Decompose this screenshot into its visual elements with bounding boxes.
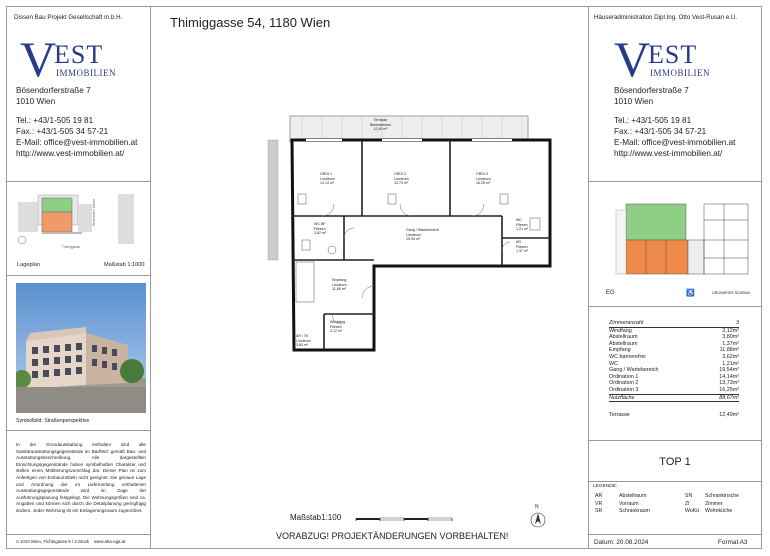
- site-plan-street-label: Thimiggasse: [62, 245, 81, 249]
- room-label: WC Fliesen 1,21 m²: [516, 218, 529, 232]
- left-separator-1: [6, 181, 150, 182]
- right-separator-3: [588, 440, 762, 441]
- area-header: Zimmeranzahl 3: [609, 320, 739, 326]
- email-link[interactable]: E-Mail: office@vest-immobilien.at: [16, 138, 138, 147]
- legend-row: VR Vorraum ZI Zimmer: [595, 500, 723, 507]
- logo-immobilien: IMMOBILIEN: [56, 68, 116, 78]
- room-label: Terrasse Betonsteinen 12,49 m²: [370, 118, 391, 132]
- area-row: Ordination 1 14,14m²: [609, 373, 739, 380]
- room-label: WC BF Fliesen 3,62 m²: [314, 222, 327, 236]
- logo-est: EST: [54, 40, 104, 69]
- right-separator-4: [588, 481, 762, 482]
- logo-immobilien: IMMOBILIEN: [650, 68, 710, 78]
- legend: [595, 493, 755, 516]
- terrace-row: Terrasse 12,49m²: [609, 412, 739, 419]
- scale-tick: 1: [379, 518, 381, 522]
- phone: Tel.: +43/1-505 19 81: [614, 116, 692, 125]
- site-plan-side-street-label: Weinhauser Gasse: [92, 198, 96, 226]
- area-row: WC barrierefrei 3,62m²: [609, 353, 739, 360]
- logo-v: V: [20, 31, 57, 87]
- area-row: Ordination 3 16,25m²: [609, 386, 739, 393]
- room-label: Gang / Wartebereich Linoleum 19,54 m²: [406, 228, 440, 242]
- scale-tick: 3: [427, 518, 429, 522]
- wheelchair-icon: ♿: [686, 290, 695, 297]
- room-label: AR Fliesen 1,37 m²: [516, 240, 529, 254]
- scale-label: Maßstab1:100: [290, 513, 342, 522]
- area-row: Ordination 2 13,73m²: [609, 380, 739, 387]
- left-separator-3: [6, 430, 150, 431]
- room-label: Windfang Fliesen 3,12 m²: [330, 320, 346, 334]
- room-label: ORDI 3 Linoleum 16,25 m²: [476, 172, 491, 186]
- web-link[interactable]: http://www.vest-immobilien.at/: [16, 149, 125, 158]
- left-separator-2: [6, 275, 150, 276]
- site-plan-label: Lageplan: [17, 262, 41, 268]
- right-address: [614, 85, 735, 159]
- web-link[interactable]: http://www.vest-immobilien.at/: [614, 149, 723, 158]
- area-row: Empfang 11,88m²: [609, 347, 739, 354]
- right-separator-1: [588, 181, 762, 182]
- area-row: Gang / Wartebereich 19,54m²: [609, 367, 739, 374]
- right-separator-2: [588, 306, 762, 307]
- area-row: WC 1,21m²: [609, 360, 739, 367]
- floor-plan: [262, 110, 562, 380]
- right-company: Häuseradministration Dipl.Ing. Otto Vest-Rusan e.U.: [594, 14, 738, 21]
- floor-label: EG: [606, 290, 615, 296]
- disclaimer-text: In der Grundausstattung enthalten sind alle Sanitärausstattungsgegenstände im Bad/WC gemäß Bau- und Ausstattungsbeschreibung. Alle dargestellten Einrichtungsgegenstände haben symbolhaften Charakter und stellen einen Möblierungsvorschlag dar. Dieser Plan ist zum Anfertigen von Einbaumöbeln nicht geeignet. Die genaue Lage und Anordnung der im Lieferumfang enthaltenen Ausstattungsgegenstände wird im Zuge der Ausführungsplanung festgelegt. Die Wohnungsgrößen sind ca. Angaben und können sich durch die Detailplanung geringfügig ändern. Jeder Wohnung ist ein Einlagerungsraum zugeordnet.: [16, 442, 146, 513]
- left-divider: [150, 6, 151, 549]
- scale-tick: 0: [355, 518, 357, 522]
- area-total-row: Nutzfläche 88,67m²: [609, 394, 739, 401]
- logo-est: EST: [648, 40, 698, 69]
- scale-tick: 4: [451, 518, 453, 522]
- right-separator-5: [588, 534, 762, 535]
- area-row: Abstellraum 3,80m²: [609, 334, 739, 341]
- page-title: Thimiggasse 54, 1180 Wien: [170, 15, 331, 30]
- rendering-caption: Symbolbild: Straßenperspektive: [16, 418, 90, 424]
- scale-bar: [356, 513, 456, 523]
- format-label: Format A3: [718, 539, 748, 546]
- legend-row: AR Abstellraum SN Schrankinsche: [595, 493, 740, 499]
- logo-v: V: [614, 31, 651, 87]
- room-label: ORDI 1 Linoleum 14,14 m²: [320, 172, 335, 186]
- room-label: AR / TK Linoleum 3,80 m²: [296, 334, 311, 348]
- floor-schema: [606, 200, 756, 286]
- left-company: Dissen Bau Projekt Gesellschaft m.b.H.: [14, 14, 123, 21]
- email-link[interactable]: E-Mail: office@vest-immobilien.at: [614, 138, 736, 147]
- room-label: Empfang Linoleum 11,88 m²: [332, 278, 347, 292]
- left-separator-4: [6, 534, 150, 535]
- fax: Fax.: +43/1-505 34 57-21: [16, 127, 109, 136]
- address-city: 1010 Wien: [614, 97, 654, 106]
- site-plan: [14, 192, 144, 262]
- right-logo: [614, 31, 724, 87]
- legend-title: LEGENDE:: [593, 484, 618, 489]
- area-row: Windfang 3,12m²: [609, 327, 739, 334]
- site-plan-scale: Maßstab 1:1000: [104, 262, 145, 268]
- left-address: [16, 85, 137, 159]
- area-table: [609, 320, 739, 419]
- floor-plan-schema-label: GRUNDRISS SCHEMA: [712, 291, 750, 295]
- phone: Tel.: +43/1-505 19 81: [16, 116, 94, 125]
- address-street: Bösendorferstraße 7: [614, 86, 689, 95]
- north-arrow-icon: [528, 504, 548, 528]
- legend-row: SR Schrankraum WoKü Wohnküche: [595, 508, 733, 515]
- building-rendering-image: [16, 283, 146, 413]
- unit-label: TOP 1: [659, 456, 691, 468]
- area-row: Abstellraum 1,37m²: [609, 340, 739, 347]
- preliminary-notice: VORABZUG! PROJEKTÄNDERUNGEN VORBEHALTEN!: [276, 531, 509, 541]
- date-label: Datum: 20.08.2024: [594, 539, 649, 546]
- fax: Fax.: +43/1-505 34 57-21: [614, 127, 707, 136]
- left-footer: A 1010 Wien, Fichtegasse 9 / 2.Stock www.aha-oga.at: [16, 539, 126, 544]
- address-street: Bösendorferstraße 7: [16, 86, 91, 95]
- scale-tick: 2: [403, 518, 405, 522]
- north-label: N: [535, 504, 539, 510]
- left-logo: [20, 31, 130, 87]
- address-city: 1010 Wien: [16, 97, 56, 106]
- room-label: ORDI 2 Linoleum 13,73 m²: [394, 172, 409, 186]
